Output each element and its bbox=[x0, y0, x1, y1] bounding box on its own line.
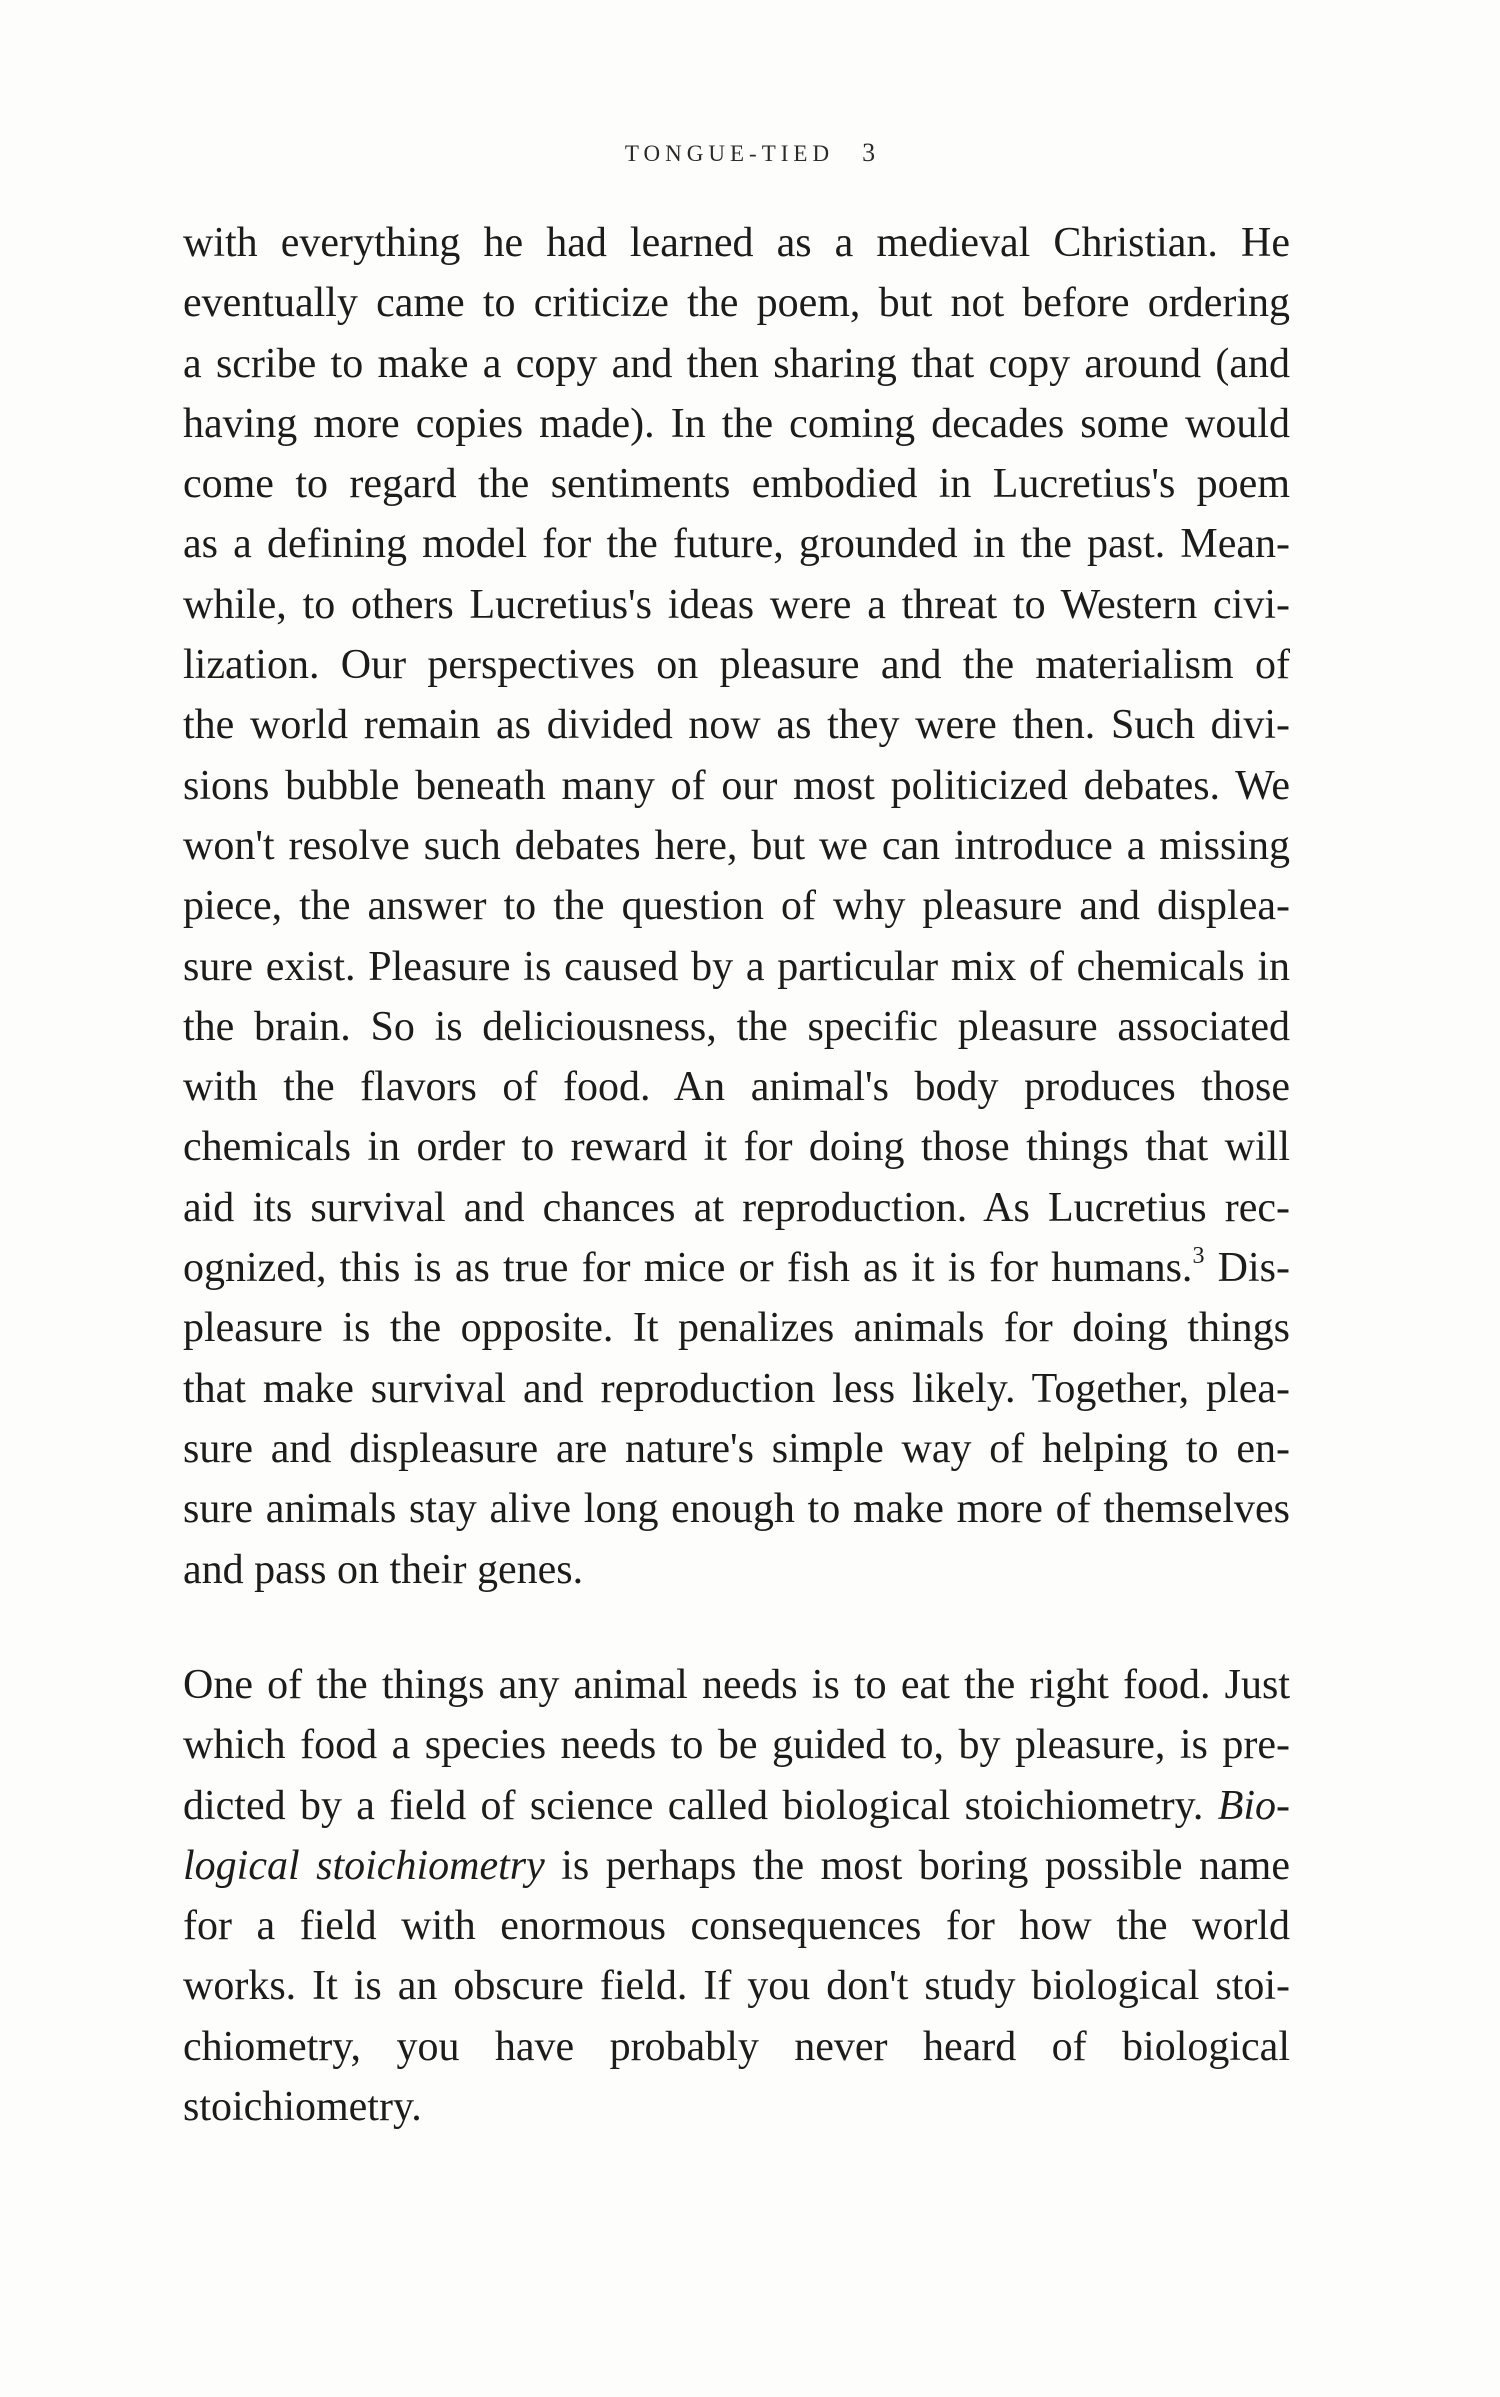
text-segment: is perhaps the most boring possible name bbox=[544, 1842, 1290, 1889]
running-head bbox=[0, 138, 1500, 168]
text-line: sure exist. Pleasure is caused by a particular mix of chemicals in bbox=[183, 943, 1290, 990]
text-line: with everything he had learned as a medieval Christian. He bbox=[183, 220, 1290, 266]
text-line: with the flavors of food. An animal's body produces those bbox=[183, 1064, 1290, 1111]
text-line-with-italic bbox=[183, 1836, 1290, 1896]
text-segment: Dis- bbox=[1204, 1245, 1290, 1292]
text-line: One of the things any animal needs is to eat the right food. Just bbox=[183, 1662, 1290, 1708]
text-line: sure and displeasure are nature's simple way of helping to en- bbox=[183, 1425, 1290, 1472]
text-line-with-italic bbox=[183, 1776, 1290, 1836]
text-segment: ognized, this is as true for mice or fish as it is for humans. bbox=[183, 1245, 1193, 1292]
page-number: 3 bbox=[862, 138, 876, 167]
footnote-reference[interactable]: 3 bbox=[1192, 1243, 1205, 1270]
text-line: the brain. So is deliciousness, the specific pleasure associated bbox=[183, 1003, 1290, 1050]
text-line: and pass on their genes. bbox=[183, 1546, 584, 1593]
text-line: while, to others Lucretius's ideas were a threat to Western civi- bbox=[183, 581, 1290, 628]
paragraph-2 bbox=[183, 1655, 1290, 2137]
text-line: lization. Our perspectives on pleasure and the materialism of bbox=[183, 642, 1290, 689]
text-line: chiometry, you have probably never heard of biological bbox=[183, 2023, 1290, 2070]
text-line: piece, the answer to the question of why pleasure and displea- bbox=[183, 883, 1290, 930]
text-line: a scribe to make a copy and then sharing that copy around (and bbox=[183, 340, 1290, 387]
text-line: won't resolve such debates here, but we can introduce a missing bbox=[183, 822, 1290, 869]
text-segment: dicted by a field of science called biological stoichiometry. bbox=[183, 1782, 1218, 1829]
text-line: having more copies made). In the coming decades some would bbox=[183, 400, 1290, 447]
text-line: eventually came to criticize the poem, but not before ordering bbox=[183, 280, 1290, 327]
text-line: for a field with enormous consequences for how the world bbox=[183, 1903, 1290, 1950]
text-line: that make survival and reproduction less likely. Together, plea- bbox=[183, 1365, 1290, 1412]
italic-term: logical stoichiometry bbox=[183, 1842, 545, 1889]
text-line: come to regard the sentiments embodied in Lucretius's poem bbox=[183, 461, 1290, 508]
text-line: sure animals stay alive long enough to make more of themselves bbox=[183, 1486, 1290, 1533]
text-line: as a defining model for the future, grounded in the past. Mean- bbox=[183, 521, 1290, 568]
paragraph-1 bbox=[183, 213, 1290, 1600]
text-line: aid its survival and chances at reproduction. As Lucretius rec- bbox=[183, 1184, 1290, 1231]
text-line: pleasure is the opposite. It penalizes animals for doing things bbox=[183, 1305, 1290, 1352]
text-line: sions bubble beneath many of our most politicized debates. We bbox=[183, 762, 1290, 809]
text-line: which food a species needs to be guided to, by pleasure, is pre- bbox=[183, 1722, 1290, 1769]
text-line: works. It is an obscure field. If you don't study biological stoi- bbox=[183, 1963, 1290, 2010]
text-line: the world remain as divided now as they were then. Such divi- bbox=[183, 702, 1290, 749]
text-line: stoichiometry. bbox=[183, 2084, 422, 2131]
text-line-with-footnote bbox=[183, 1238, 1290, 1298]
italic-term: Bio- bbox=[1217, 1782, 1290, 1829]
running-title: TONGUE-TIED bbox=[624, 141, 835, 166]
text-line: chemicals in order to reward it for doing those things that will bbox=[183, 1124, 1290, 1171]
